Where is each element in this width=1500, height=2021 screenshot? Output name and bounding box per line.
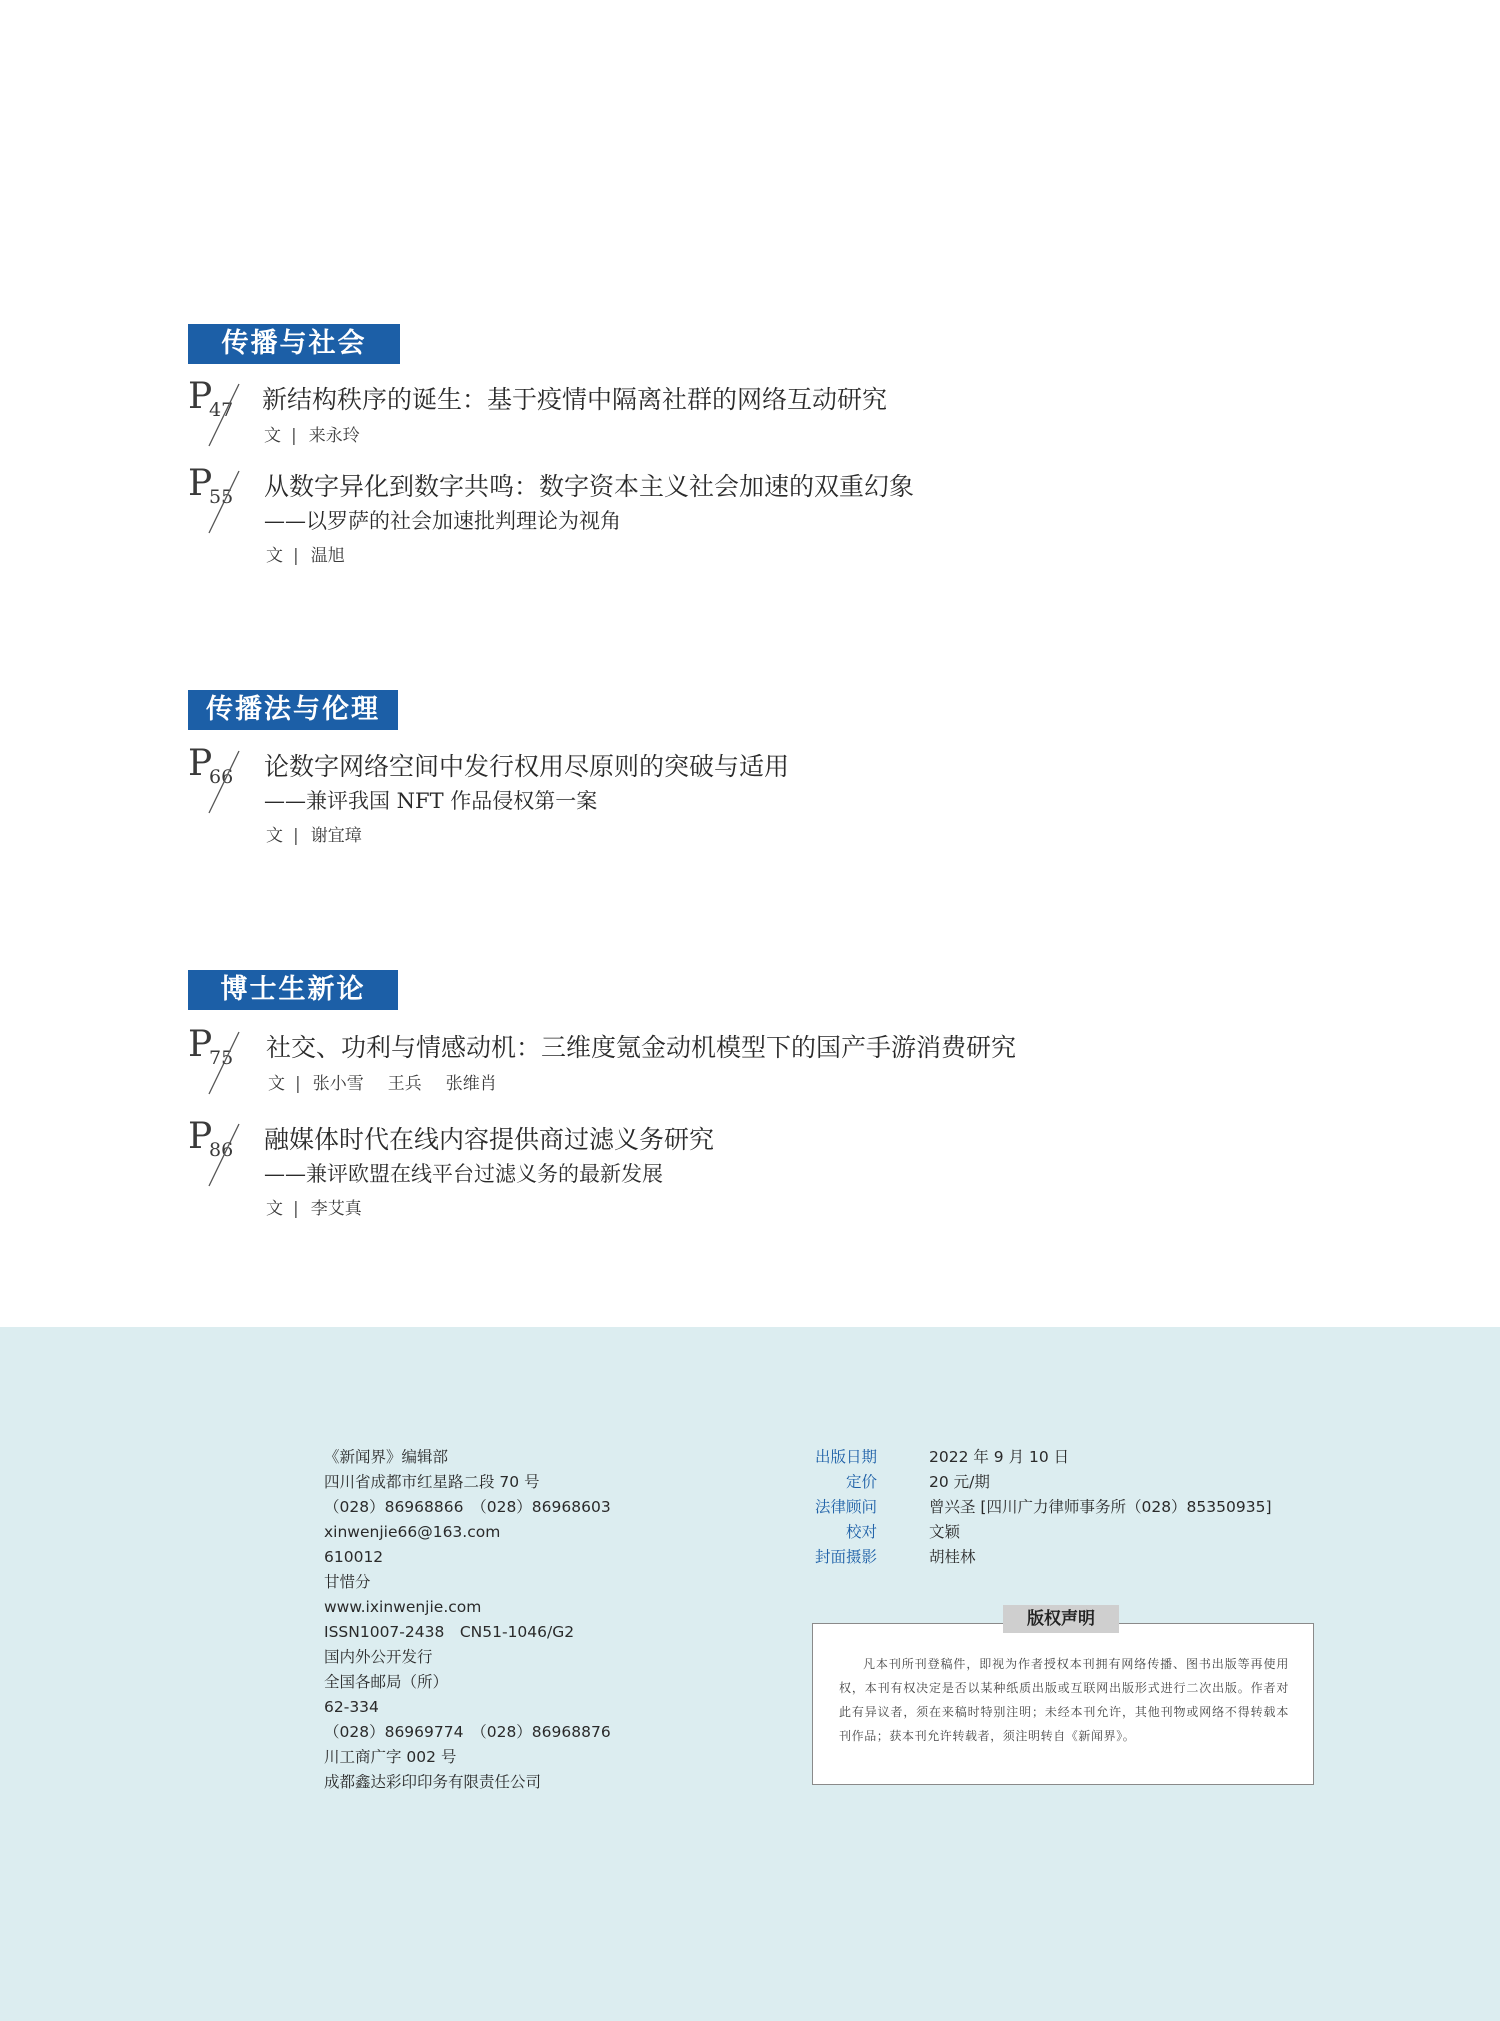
page-number-value: 47 bbox=[209, 399, 234, 421]
page-number: P 75 bbox=[188, 1028, 248, 1098]
info-value[interactable]: www.ixinwenjie.com bbox=[324, 1598, 482, 1616]
info-row bbox=[0, 1470, 1500, 1495]
article-author bbox=[266, 1194, 386, 1219]
info-value: 全国各邮局（所） bbox=[324, 1673, 449, 1691]
author-prefix: 文 bbox=[264, 426, 281, 446]
info-row bbox=[0, 1670, 720, 1695]
article-entry[interactable] bbox=[188, 376, 1288, 450]
author-prefix: 文 bbox=[266, 1199, 283, 1219]
article-entry[interactable] bbox=[188, 1024, 1288, 1098]
author-separator: | bbox=[293, 546, 299, 566]
info-row bbox=[0, 1545, 1500, 1570]
article-entry[interactable] bbox=[188, 743, 1288, 847]
info-value: 2022 年 9 月 10 日 bbox=[929, 1448, 1070, 1466]
info-row bbox=[0, 1770, 720, 1795]
info-value: 62-334 bbox=[324, 1698, 379, 1716]
info-row bbox=[0, 1620, 720, 1645]
page-number-value: 66 bbox=[209, 766, 234, 788]
author-name: 张维肖 bbox=[445, 1074, 497, 1094]
article-author bbox=[264, 421, 384, 446]
article-title: 论数字网络空间中发行权用尽原则的突破与适用 bbox=[264, 752, 790, 781]
page-number: P 47 bbox=[188, 380, 248, 450]
info-value: ISSN1007-2438 CN51-1046/G2 bbox=[324, 1623, 575, 1641]
article-subtitle: ——以罗萨的社会加速批判理论为视角 bbox=[264, 509, 621, 533]
colophon-panel bbox=[0, 1327, 1500, 2021]
page-number-value: 86 bbox=[209, 1139, 234, 1161]
info-value: 成都鑫达彩印印务有限责任公司 bbox=[324, 1773, 542, 1791]
info-label: 出版日期 bbox=[814, 1448, 877, 1466]
copyright-title: 版权声明 bbox=[1003, 1605, 1119, 1633]
author-separator: | bbox=[295, 1074, 301, 1094]
author-prefix: 文 bbox=[268, 1074, 285, 1094]
info-value: 20 元/期 bbox=[929, 1473, 990, 1491]
page-number: P 55 bbox=[188, 467, 248, 537]
info-label: 封面摄影 bbox=[814, 1548, 877, 1566]
info-value: 川工商广字 002 号 bbox=[324, 1748, 457, 1766]
info-row bbox=[0, 1495, 1500, 1520]
author-separator: | bbox=[291, 426, 297, 446]
author-separator: | bbox=[293, 826, 299, 846]
article-entry[interactable] bbox=[188, 1116, 1288, 1220]
page-number: P 66 bbox=[188, 747, 248, 817]
slash-divider bbox=[206, 467, 246, 537]
info-label: 校对 bbox=[845, 1523, 877, 1541]
copyright-text: 凡本刊所刊登稿件，即视为作者授权本刊拥有网络传播、图书出版等再使用权，本刊有权决定是否以某种纸质出版或互联网出版形式进行二次出版。作者对此有异议者，须在来稿时特别注明；未经本刊允许，其他刊物或网络不得转载本刊作品；获本刊允许转载者，须注明转自《新闻界》。 bbox=[839, 1657, 1289, 1743]
author-name: 温旭 bbox=[310, 546, 345, 566]
article-title: 从数字异化到数字共鸣：数字资本主义社会加速的双重幻象 bbox=[264, 472, 915, 501]
info-value: 文颖 bbox=[929, 1523, 961, 1541]
section-header: 传播与社会 bbox=[188, 324, 400, 364]
author-name: 李艾真 bbox=[310, 1199, 362, 1219]
info-value: 胡桂林 bbox=[929, 1548, 976, 1566]
section-header: 传播法与伦理 bbox=[188, 690, 398, 730]
info-value: 《新闻界》编辑部 bbox=[324, 1448, 449, 1466]
article-title: 社交、功利与情感动机：三维度氪金动机模型下的国产手游消费研究 bbox=[266, 1033, 1017, 1062]
article-author bbox=[266, 541, 369, 566]
author-prefix: 文 bbox=[266, 546, 283, 566]
info-row bbox=[0, 1520, 1500, 1545]
info-value: 610012 bbox=[324, 1548, 384, 1566]
copyright-notice-box bbox=[812, 1623, 1314, 1785]
page-number: P 86 bbox=[188, 1120, 248, 1190]
slash-divider bbox=[206, 1028, 246, 1098]
slash-divider bbox=[206, 1120, 246, 1190]
section-header: 博士生新论 bbox=[188, 970, 398, 1010]
page-number-value: 55 bbox=[209, 486, 234, 508]
info-value: 四川省成都市红星路二段 70 号 bbox=[324, 1473, 540, 1491]
info-value: 国内外公开发行 bbox=[324, 1648, 433, 1666]
info-value: （028）86969774 （028）86968876 bbox=[324, 1723, 611, 1741]
author-name: 张小雪 bbox=[312, 1074, 364, 1094]
author-name: 谢宜璋 bbox=[310, 826, 362, 846]
info-label: 法律顾问 bbox=[814, 1498, 877, 1516]
article-entry[interactable] bbox=[188, 463, 1288, 567]
info-value: 曾兴圣 [四川广力律师事务所（028）85350935] bbox=[929, 1498, 1272, 1516]
article-subtitle: ——兼评我国 NFT 作品侵权第一案 bbox=[264, 789, 598, 813]
article-title: 新结构秩序的诞生：基于疫情中隔离社群的网络互动研究 bbox=[262, 385, 888, 414]
slash-divider bbox=[206, 380, 246, 450]
slash-divider bbox=[206, 747, 246, 817]
info-value[interactable]: xinwenjie66@163.com bbox=[324, 1523, 501, 1541]
publication-info-right bbox=[0, 1445, 1500, 1570]
author-prefix: 文 bbox=[266, 826, 283, 846]
info-row bbox=[0, 1695, 720, 1720]
page-number-value: 75 bbox=[209, 1047, 234, 1069]
author-separator: | bbox=[293, 1199, 299, 1219]
info-row bbox=[0, 1445, 1500, 1470]
info-row bbox=[0, 1570, 720, 1595]
article-author bbox=[268, 1069, 521, 1094]
info-row bbox=[0, 1745, 720, 1770]
info-label: 定价 bbox=[845, 1473, 877, 1491]
article-title: 融媒体时代在线内容提供商过滤义务研究 bbox=[264, 1125, 715, 1154]
author-name: 来永玲 bbox=[308, 426, 360, 446]
article-subtitle: ——兼评欧盟在线平台过滤义务的最新发展 bbox=[264, 1162, 663, 1186]
author-name: 王兵 bbox=[387, 1074, 422, 1094]
article-author bbox=[266, 821, 386, 846]
info-row bbox=[0, 1720, 720, 1745]
info-value: （028）86968866 （028）86968603 bbox=[324, 1498, 611, 1516]
info-value: 甘惜分 bbox=[324, 1573, 371, 1591]
info-row bbox=[0, 1645, 720, 1670]
info-row bbox=[0, 1595, 720, 1620]
